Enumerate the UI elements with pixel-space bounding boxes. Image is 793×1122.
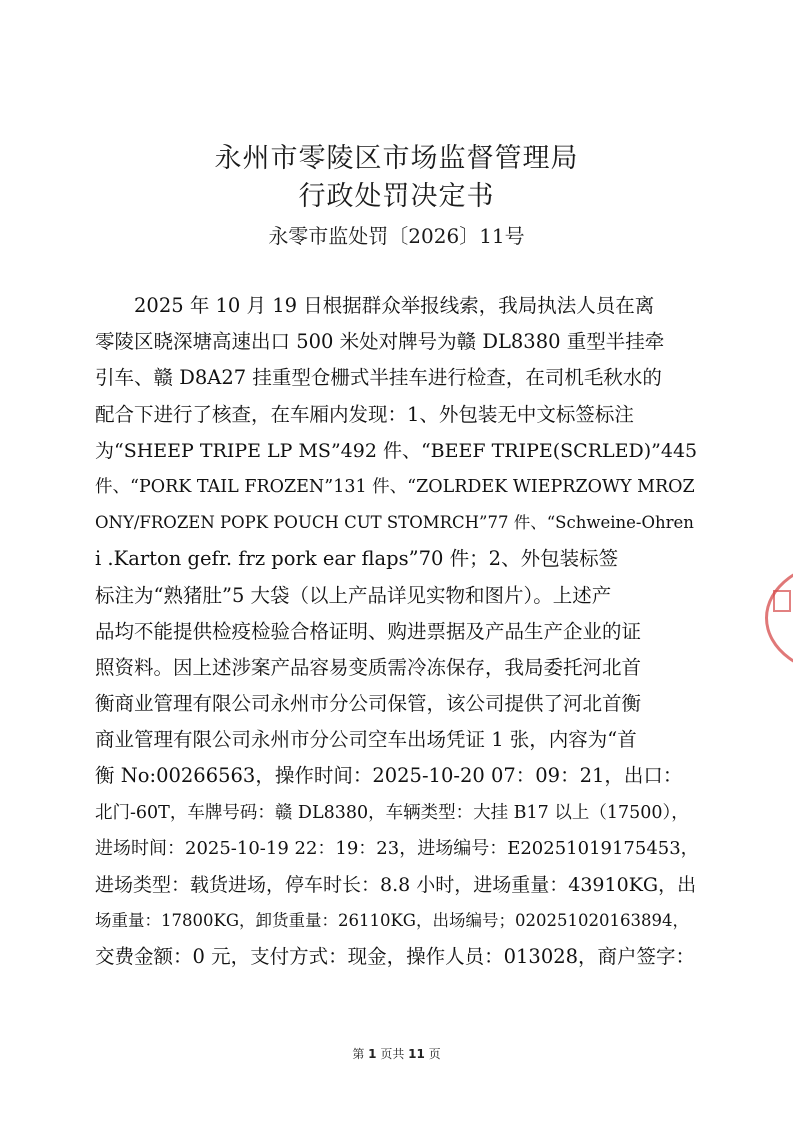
body-line: 为“SHEEP TRIPE LP MS”492 件、“BEEF TRIPE(SCRLED)”445: [95, 439, 698, 462]
page-footer: [0, 1045, 793, 1062]
seal-mark: [773, 590, 791, 612]
body-line: 品均不能提供检疫检验合格证明、购进票据及产品生产企业的证: [95, 619, 642, 643]
body-line: ONY/FROZEN POPK POUCH CUT STOMRCH”77 件、“Schweine-Ohren: [95, 513, 694, 533]
body-line: 进场时间：2025-10-19 22：19：23，进场编号：E20251019175453，: [95, 837, 699, 859]
body-line: 标注为“熟猪肚”5 大袋（以上产品详见实物和图片）。上述产: [95, 583, 612, 607]
body-line: 配合下进行了核查，在车厢内发现：1、外包装无中文标签标注: [95, 402, 634, 426]
body-line: 零陵区晓深塘高速出口 500 米处对牌号为赣 DL8380 重型半挂牵: [95, 330, 665, 354]
document-body: [95, 288, 700, 976]
body-line: 件、“PORK TAIL FROZEN”131 件、“ZOLRDEK WIEPRZOWY MROZ: [95, 476, 695, 497]
body-line: 衡商业管理有限公司永州市分公司保管，该公司提供了河北首衡: [95, 692, 642, 716]
body-line: 2025 年 10 月 19 日根据群众举报线索，我局执法人员在离: [95, 294, 655, 317]
body-line: 衡 No:00266563，操作时间：2025-10-20 07：09：21，出口：: [95, 764, 683, 788]
body-line: 引车、赣 D8A27 挂重型仓栅式半挂车进行检查，在司机毛秋水的: [95, 366, 662, 390]
body-line: 进场类型：载货进场，停车时长：8.8 小时，进场重量：43910KG，出: [95, 874, 697, 896]
body-line: 交费金额：0 元，支付方式：现金，操作人员：013028，商户签字：: [95, 945, 696, 969]
footer-suffix: 页: [424, 1047, 441, 1061]
footer-page-number: 1: [368, 1047, 377, 1061]
body-line: 场重量：17800KG，卸货重量：26110KG，出场编号；020251020163894，: [95, 911, 689, 931]
body-line: 北门-60T，车牌号码：赣 DL8380，车辆类型：大挂 B17 以上（17500），: [95, 802, 689, 823]
seal-ring: [765, 560, 793, 670]
body-line: 照资料。因上述涉案产品容易变质需冷冻保存，我局委托河北首: [95, 655, 642, 679]
body-line: i .Karton gefr. frz pork ear flaps”70 件；2、外包装标签: [95, 547, 619, 571]
footer-prefix: 第: [352, 1047, 369, 1061]
footer-total-pages: 11: [408, 1047, 425, 1061]
document-type-title: 行政处罚决定书: [298, 181, 495, 212]
official-seal-edge: [765, 560, 793, 670]
document-number: 永零市监处罚〔2026〕11号: [268, 224, 525, 248]
body-line: 商业管理有限公司永州市分公司空车出场凭证 1 张，内容为“首: [95, 728, 637, 752]
footer-middle: 页共: [376, 1047, 409, 1061]
agency-title: 永州市零陵区市场监督管理局: [214, 143, 579, 174]
